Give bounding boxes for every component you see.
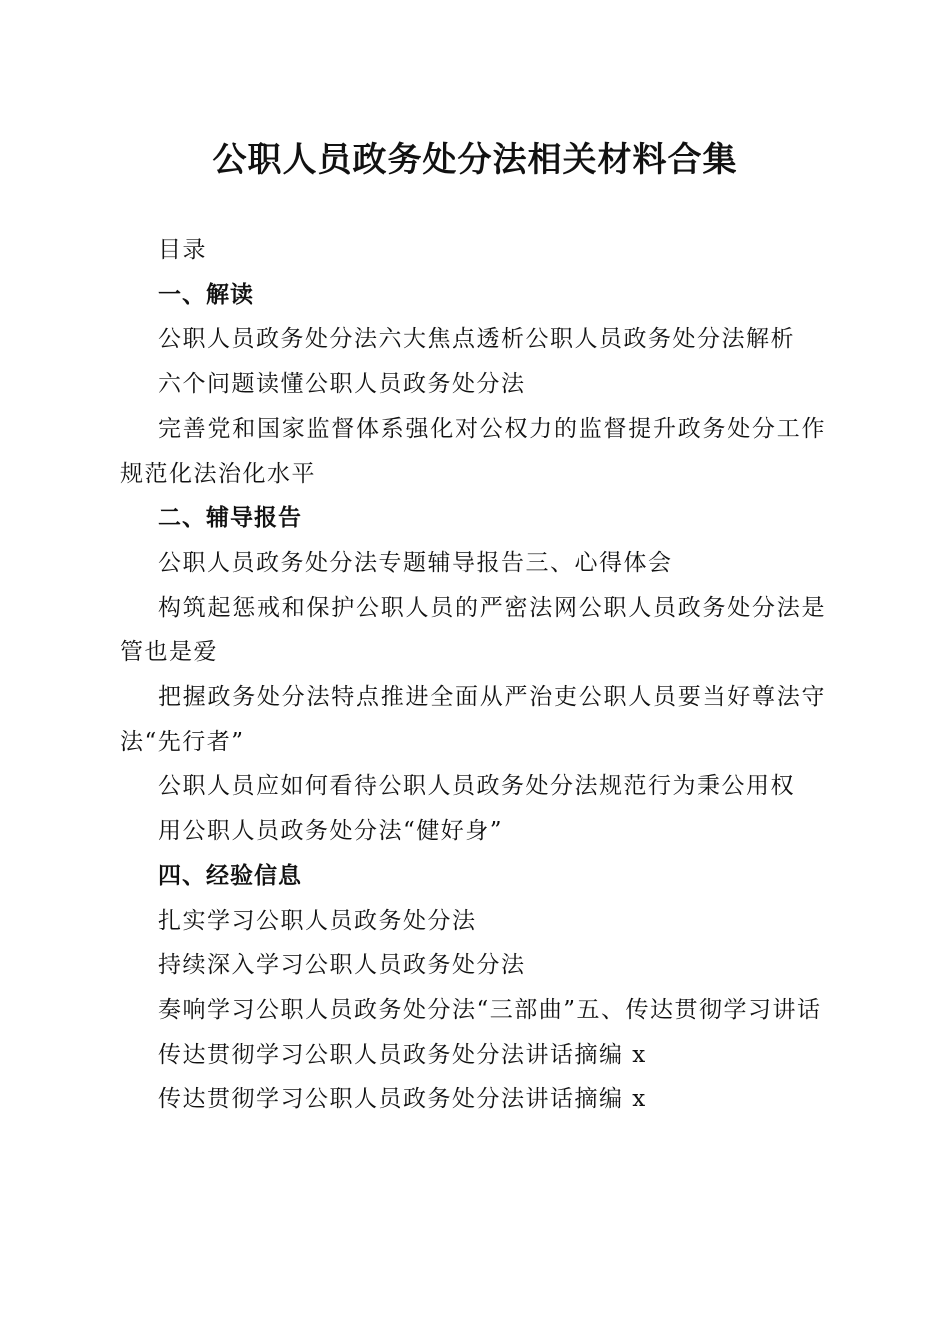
toc-item: 完善党和国家监督体系强化对公权力的监督提升政务处分工作规范化法治化水平 xyxy=(120,415,826,487)
toc-item: 公职人员政务处分法六大焦点透析公职人员政务处分法解析 xyxy=(158,326,795,353)
section-heading: 四、经验信息 xyxy=(158,862,302,889)
toc-item: 奏响学习公职人员政务处分法“三部曲”五、传达贯彻学习讲话 xyxy=(158,996,822,1023)
toc-item: 公职人员应如何看待公职人员政务处分法规范行为秉公用权 xyxy=(158,773,795,800)
toc-item: 构筑起惩戒和保护公职人员的严密法网公职人员政务处分法是管也是爱 xyxy=(120,594,826,666)
toc-item: 传达贯彻学习公职人员政务处分法讲话摘编 x xyxy=(158,1041,647,1068)
toc-item: 持续深入学习公职人员政务处分法 xyxy=(158,952,526,979)
section-heading: 一、解读 xyxy=(158,281,254,308)
section-heading: 二、辅导报告 xyxy=(158,505,302,532)
toc-item: 六个问题读懂公职人员政务处分法 xyxy=(158,371,526,398)
toc-item: 用公职人员政务处分法“健好身” xyxy=(158,818,504,845)
toc-item: 扎实学习公职人员政务处分法 xyxy=(158,907,477,934)
toc-label: 目录 xyxy=(158,237,207,263)
toc-item: 把握政务处分法特点推进全面从严治吏公职人员要当好尊法守法“先行者” xyxy=(120,684,826,755)
toc-item: 公职人员政务处分法专题辅导报告三、心得体会 xyxy=(158,549,673,576)
document-title: 公职人员政务处分法相关材料合集 xyxy=(212,140,738,180)
document-body xyxy=(120,228,826,1122)
toc-item: 传达贯彻学习公职人员政务处分法讲话摘编 x xyxy=(158,1086,647,1113)
